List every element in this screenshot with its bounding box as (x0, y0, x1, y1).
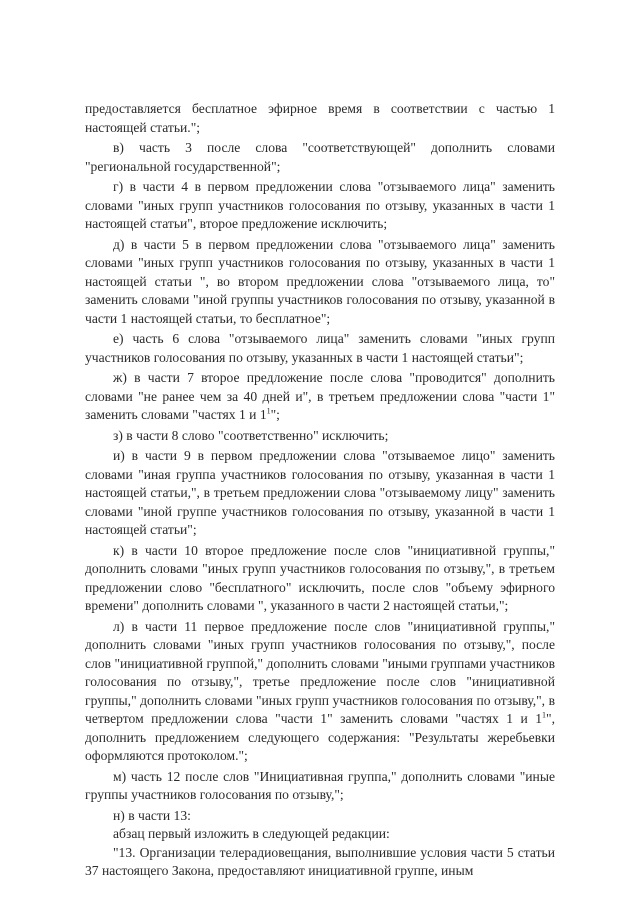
paragraph (85, 618, 555, 766)
paragraph: и) в части 9 в первом предложении слова "отзываемое лицо" заменить словами "иная группа участников голосования по отзыву, указанная в части 1 настоящей статьи,", в третьем предложении слова "отзываемому лицу" заменить словами "иной группе участников голосования по отзыву, указанной в части 1 настоящей статьи"; (85, 448, 555, 537)
paragraph: г) в части 4 в первом предложении слова "отзываемого лица" заменить словами "иных групп участников голосования по отзыву, указанных в части 1 настоящей статьи", второе предложение исключить; (85, 179, 555, 231)
document-body (85, 100, 555, 883)
paragraph (85, 369, 555, 425)
paragraph: д) в части 5 в первом предложении слова "отзываемого лица" заменить словами "иных групп участников голосования по отзыву, указанных в части 1 настоящей статьи ", во втором предложении слова "отзываемого лица, то" заменить словами "иной группы участников голосования по отзыву, указанной в части 1 настоящей статьи, то бесплатное"; (85, 236, 555, 326)
paragraph-tail: "; (270, 407, 280, 422)
paragraph: н) в части 13: (113, 807, 191, 823)
superscript: 1 (542, 710, 547, 720)
paragraph-tail: ", дополнить предложением следующего содержания: "Результаты жеребьевки оформляются протоколом."; (85, 711, 555, 763)
paragraph-text: ж) в части 7 второе предложение после слова "проводится" дополнить словами "не ранее чем за 40 дней и", в третьем предложении слова "части 1" заменить словами "частях 1 и 1 (85, 370, 555, 422)
paragraph: м) часть 12 после слов "Инициативная группа," дополнить словами "иные группы участников голосования по отзыву,"; (85, 768, 555, 802)
paragraph: е) часть 6 слова "отзываемого лица" заменить словами "иных групп участников голосования по отзыву, указанных в части 1 настоящей статьи"; (85, 331, 555, 365)
paragraph: "13. Организации телерадиовещания, выполнившие условия части 5 статьи 37 настоящего Закона, предоставляют инициативной группе, иным (85, 844, 555, 878)
paragraph: абзац первый изложить в следующей редакции: (113, 826, 390, 841)
paragraph: предоставляется бесплатное эфирное время в соответствии с частью 1 настоящей статьи."; (85, 101, 555, 135)
paragraph: в) часть 3 после слова "соответствующей" дополнить словами "региональной государственной"; (85, 140, 555, 174)
paragraph: з) в части 8 слово "соответственно" исключить; (113, 427, 389, 443)
superscript: 1 (266, 406, 271, 416)
paragraph: к) в части 10 второе предложение после слов "инициативной группы," дополнить словами "иных групп участников голосования по отзыву,", в третьем предложении слово "бесплатного" исключить, после слов "объему эфирного времени" дополнить словами ", указанного в части 2 настоящей статьи,"; (85, 542, 555, 613)
paragraph-text: л) в части 11 первое предложение после слов "инициативной группы," дополнить словами "иных групп участников голосования по отзыву,", после слов "инициативной группой," дополнить словами "иными группами участников голосования по отзыву,", третье предложение после слов "инициативной группы," дополнить словами "иных групп участников голосования по отзыву,", в четвертом предложении слова "части 1" заменить словами "частях 1 и 1 (85, 618, 555, 726)
